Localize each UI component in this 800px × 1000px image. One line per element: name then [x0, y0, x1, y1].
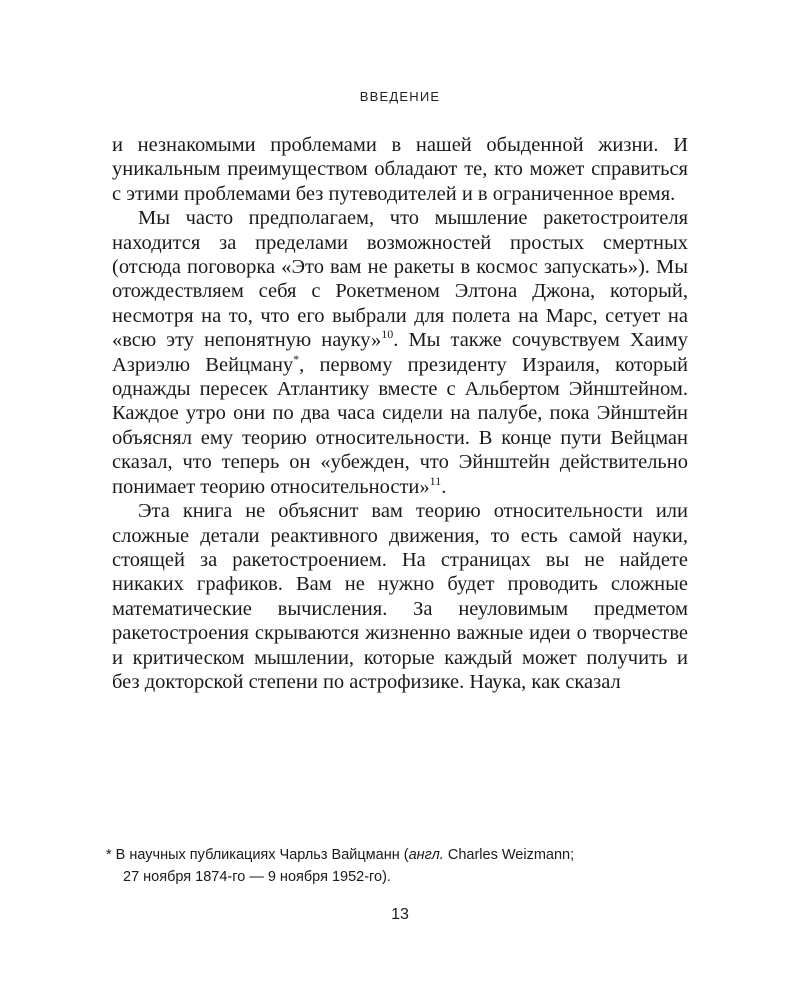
paragraph-2-part-d: .: [441, 475, 447, 498]
footnote-ref-asterisk: *: [293, 351, 300, 366]
footnote-text-b: Charles Weizmann;: [443, 847, 575, 863]
endnote-ref-10: 10: [381, 327, 394, 342]
paragraph-2: [112, 206, 688, 499]
footnote-text-a: В научных публикациях Чарльз Вайцманн (: [111, 847, 409, 863]
page-number: 13: [391, 906, 409, 923]
footnote-line-2: 27 ноября 1874-го — 9 ноября 1952-го).: [123, 869, 391, 885]
paragraph-2-part-a: Мы часто предполагаем, что мышление ракетостроителя находится за пределами возможностей простых смертных (отсюда поговорка «Это вам не ракеты в космос запускать»). Мы отождествляем себя с Рокетменом Элтона Джона, который, несмотря на то, что его выбрали для полета на Марс, сетует на «всю эту непонятную науку»: [112, 207, 688, 352]
body-text: [112, 133, 688, 694]
footnote: [106, 844, 696, 888]
running-head: ВВЕДЕНИЕ: [359, 89, 441, 104]
paragraph-1: и незнакомыми проблемами в нашей обыденной жизни. И уникальным преимуществом обладают те, кто может справиться с этими проблемами без путеводителей и в ограниченное время.: [112, 134, 688, 205]
footnote-marker: *: [106, 847, 112, 863]
footnote-abbr: англ.: [408, 847, 444, 863]
endnote-ref-11: 11: [429, 473, 442, 488]
paragraph-2-part-b: . Мы также сочувствуем Хаиму Азриэлю Вейцману: [112, 329, 688, 376]
paragraph-2-part-c: , первому президенту Израиля, который однажды пересек Атлантику вместе с Альбертом Эйнштейном. Каждое утро они по два часа сидели на палубе, пока Эйнштейн объяснял ему теорию относительности. В конце пути Вейцман сказал, что теперь он «убежден, что Эйнштейн действительно понимает теорию относительности»: [112, 353, 688, 498]
paragraph-3: Эта книга не объяснит вам теорию относительности или сложные детали реактивного движения, то есть самой науки, стоящей за ракетостроением. На страницах вы не найдете никаких графиков. Вам не нужно будет проводить сложные математические вычисления. За неуловимым предметом ракетостроения скрываются жизненно важные идеи о творчестве и критическом мышлении, которые каждый может получить и без докторской степени по астрофизике. Наука, как сказал: [112, 500, 688, 693]
